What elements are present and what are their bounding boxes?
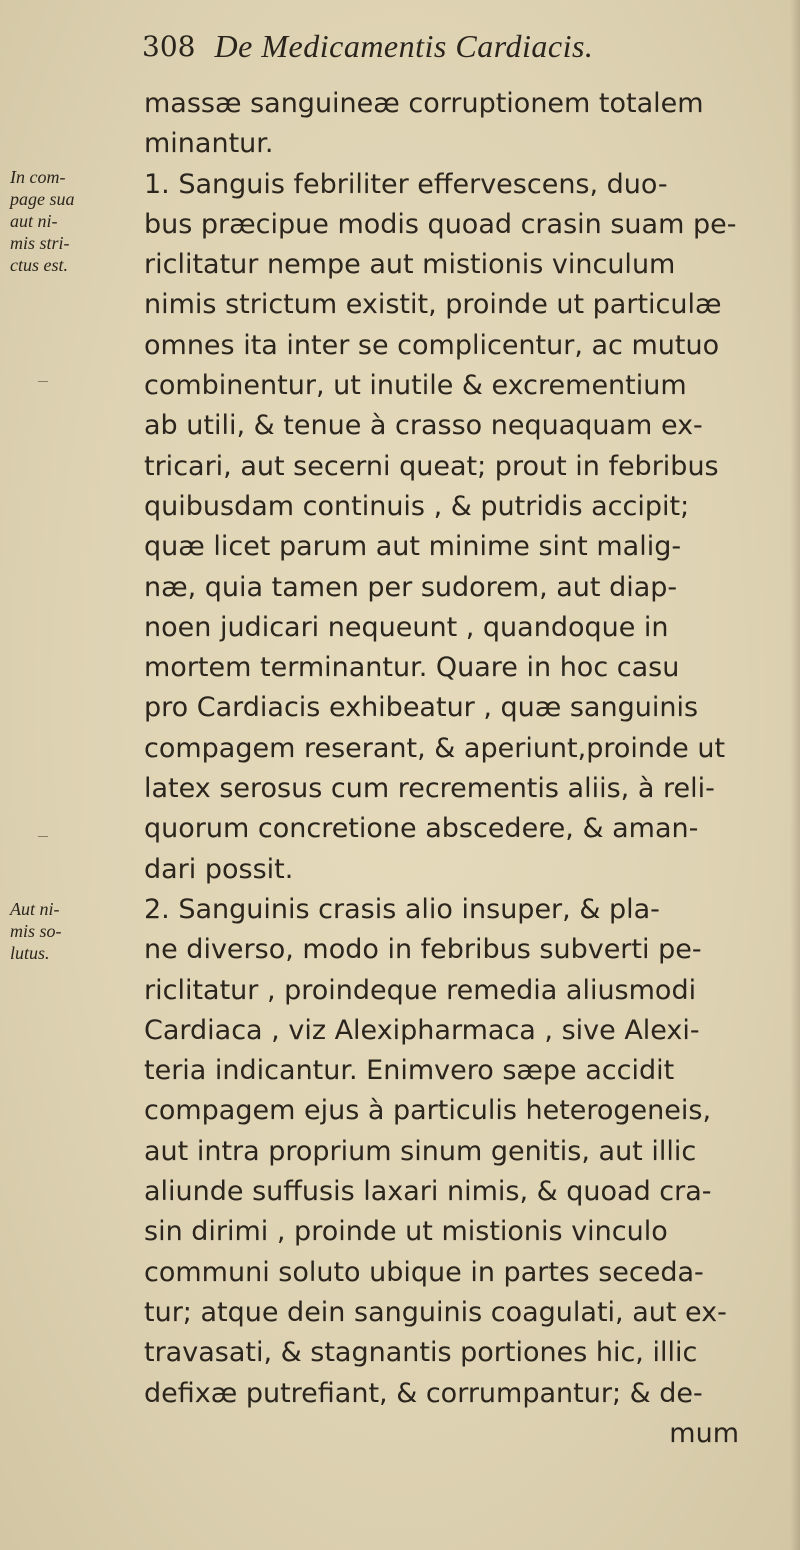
body-text: [144, 84, 799, 1454]
text-line: minantur.: [144, 128, 274, 160]
text-line: quibusdam continuis , & putridis accipit;: [144, 490, 690, 522]
text-line: nimis strictum existit, proinde ut particulæ: [144, 289, 722, 321]
text-line: quorum concretione abscedere, & aman-: [144, 813, 699, 845]
margin-dash-mark: [38, 381, 48, 382]
page-number: 308: [142, 30, 196, 63]
page-header: [142, 28, 593, 78]
margin-note-line: ctus est.: [10, 255, 68, 275]
text-line: Cardiaca , viz Alexipharmaca , sive Alexi-: [144, 1014, 700, 1046]
text-line: 1. Sanguis febriliter effervescens, duo-: [144, 168, 668, 200]
text-line: tricari, aut secerni queat; prout in febribus: [144, 450, 719, 482]
text-line: noen judicari nequeunt , quandoque in: [144, 611, 669, 643]
text-line: communi soluto ubique in partes seceda-: [144, 1256, 704, 1288]
text-line: bus præcipue modis quoad crasin suam pe-: [144, 208, 737, 240]
text-line: riclitatur nempe aut mistionis vinculum: [144, 249, 676, 281]
text-line: ab utili, & tenue à crasso nequaquam ex-: [144, 410, 703, 442]
text-line: mortem terminantur. Quare in hoc casu: [144, 652, 680, 684]
text-line: travasati, & stagnantis portiones hic, illic: [144, 1337, 698, 1369]
text-line: riclitatur , proindeque remedia aliusmodi: [144, 974, 697, 1006]
margin-note-line: mis stri-: [10, 233, 70, 253]
text-line: combinentur, ut inutile & excrementium: [144, 370, 687, 402]
margin-note-line: mis so-: [10, 921, 62, 941]
text-line: aut intra proprium sinum genitis, aut illic: [144, 1135, 697, 1167]
text-line: tur; atque dein sanguinis coagulati, aut ex-: [144, 1296, 727, 1328]
text-line: næ, quia tamen per sudorem, aut diap-: [144, 571, 678, 603]
text-line: defixæ putrefiant, & corrumpantur; & de-: [144, 1377, 703, 1409]
text-line: sin dirimi , proinde ut mistionis vinculo: [144, 1216, 668, 1248]
margin-note-line: Aut ni-: [10, 899, 60, 919]
margin-note-1: [10, 166, 135, 276]
text-line: compagem reserant, & aperiunt,proinde ut: [144, 732, 726, 764]
catchword: mum: [669, 1417, 739, 1449]
text-line: latex serosus cum recrementis aliis, à reli-: [144, 773, 715, 805]
text-line: teria indicantur. Enimvero sæpe accidit: [144, 1055, 675, 1087]
running-title: De Medicamentis Cardiacis.: [214, 28, 594, 64]
text-line: pro Cardiacis exhibeatur , quæ sanguinis: [144, 692, 699, 724]
margin-note-line: aut ni-: [10, 211, 58, 231]
margin-note-line: lutus.: [10, 943, 50, 963]
text-line: omnes ita inter se complicentur, ac mutuo: [144, 329, 720, 361]
text-line: quæ licet parum aut minime sint malig-: [144, 531, 682, 563]
text-line: aliunde suffusis laxari nimis, & quoad cra-: [144, 1176, 712, 1208]
text-line: compagem ejus à particulis heterogeneis,: [144, 1095, 712, 1127]
margin-note-line: page sua: [10, 189, 75, 209]
text-line: dari possit.: [144, 853, 294, 885]
text-line: ne diverso, modo in febribus subverti pe-: [144, 934, 702, 966]
margin-note-2: [10, 898, 135, 964]
text-line: 2. Sanguinis crasis alio insuper, & pla-: [144, 893, 660, 925]
margin-note-line: In com-: [10, 167, 66, 187]
text-line: massæ sanguineæ corruptionem totalem: [144, 88, 704, 119]
margin-dash-mark: [38, 836, 48, 837]
